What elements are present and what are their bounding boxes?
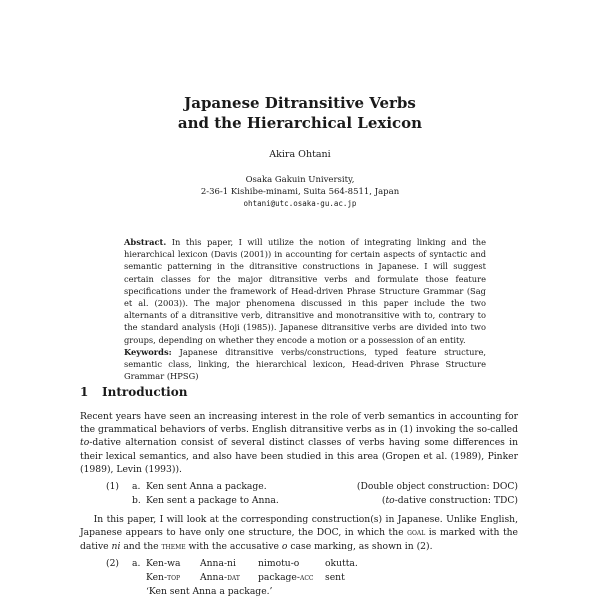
- gloss-stem: Anna-: [200, 572, 228, 583]
- para2-o: o: [281, 541, 288, 553]
- section-title: Introduction: [102, 385, 188, 399]
- gloss-tag: acc: [299, 573, 314, 583]
- para2-theme: theme: [161, 542, 186, 553]
- paper-title: [0, 93, 600, 133]
- example-2-word: okutta.: [325, 558, 358, 569]
- para2-goal: goal: [407, 528, 426, 539]
- intro-paragraph-1: [80, 410, 518, 476]
- affiliation-line-1: Osaka Gakuin University,: [245, 175, 355, 185]
- para1-italic-to: to: [80, 437, 90, 449]
- example-2-word: nimotu-o: [258, 558, 300, 569]
- example-1b-text: Ken sent a package to Anna.: [146, 495, 279, 506]
- para2-text-a: In this paper, I will look at the corresponding construction(s) in Japanese. Unlike English, Japanese appears to have only one structure, the DOC, in which the: [80, 514, 518, 539]
- example-2-word: Anna-ni: [200, 558, 236, 569]
- para1-text-b: -dative alternation consist of several distinct classes of verbs having some differences in their lexical semantics, and also have been studied in this area (Gropen et al. (1989), Pinker (1989), Levin (1993)).: [80, 437, 518, 475]
- example-1a-letter: a.: [132, 481, 141, 492]
- gloss-stem: package-: [258, 572, 300, 583]
- para2-text-b: is marked with the dative: [80, 527, 518, 553]
- affiliation: [0, 174, 600, 210]
- example-1a-label: (Double object construction: DOC): [356, 481, 518, 492]
- example-2-translation-row: [80, 585, 518, 599]
- section-number: 1: [80, 385, 89, 399]
- keywords-label: Keywords:: [124, 347, 172, 357]
- example-1b-letter: b.: [132, 495, 141, 506]
- example-2-word: Ken-wa: [146, 558, 181, 569]
- intro-paragraph-2: [80, 513, 518, 555]
- title-line-1: Japanese Ditransitive Verbs: [184, 94, 416, 112]
- example-2-number: (2): [106, 558, 120, 569]
- example-1b-label-open: (: [381, 495, 386, 506]
- keywords: [124, 346, 486, 383]
- example-1b: [80, 494, 518, 508]
- example-2-translation: ‘Ken sent Anna a package.’: [146, 586, 273, 597]
- example-2-words: [80, 557, 518, 571]
- section-heading: [80, 385, 187, 399]
- gloss-tag: dat: [227, 573, 240, 583]
- example-2-letter: a.: [132, 558, 141, 569]
- para2-ni: ni: [111, 541, 121, 553]
- example-2-gloss-item: [200, 571, 240, 585]
- gloss-stem: Ken-: [146, 572, 168, 583]
- example-2-gloss-item: [325, 571, 345, 585]
- para2-text-d: with the accusative: [185, 541, 282, 553]
- gloss-stem: sent: [325, 572, 345, 583]
- abstract: [124, 236, 486, 346]
- example-1b-label-italic: to: [385, 495, 395, 506]
- para2-text-e: case marking, as shown in (2).: [287, 541, 433, 553]
- example-2: [80, 557, 518, 599]
- example-1b-label: [382, 494, 518, 508]
- keywords-text: Japanese ditransitive verbs/constructions, typed feature structure, semantic class, linking, the hierarchical lexicon, Head-driven Phrase Structure Grammar (HPSG): [124, 347, 486, 382]
- title-line-2: and the Hierarchical Lexicon: [177, 114, 423, 132]
- example-1: [80, 480, 518, 508]
- gloss-tag: top: [167, 573, 181, 583]
- example-1a: [80, 480, 518, 494]
- example-1-number: (1): [106, 481, 120, 492]
- affiliation-line-2: 2-36-1 Kishibe-minami, Suita 564-8511, Japan: [200, 187, 400, 197]
- abstract-label: Abstract.: [124, 237, 167, 247]
- example-1a-text: Ken sent Anna a package.: [146, 481, 267, 492]
- abstract-text: In this paper, I will utilize the notion of integrating linking and the hierarchical lexicon (Davis (2001)) in accounting for certain aspects of syntactic and semantic patterning in the ditransitive constructions in Japanese. I will suggest certain classes for the major ditransitive verbs and formulate those feature specifications under the framework of Head-driven Phrase Structure Grammar (Sag et al. (2003)). The major phenomena discussed in this paper include the two alternants of a ditransitive verb, ditransitive and monotransitive with to, contrary to the standard analysis (Hoji (1985)). Japanese ditransitive verbs are divided into two groups, depending on whether they encode a motion or a possession of an entity.: [124, 237, 486, 345]
- author-email: ohtani@utc.osaka-gu.ac.jp: [243, 199, 357, 208]
- example-1b-label-rest: -dative construction: TDC): [394, 495, 518, 506]
- example-2-gloss: [80, 571, 518, 585]
- para2-text-c: and the: [120, 541, 162, 553]
- para1-text-a: Recent years have seen an increasing interest in the role of verb semantics in accounting for the grammatical behaviors of verbs. English ditransitive verbs as in (1) invoking the so-called: [80, 411, 518, 436]
- author-name: Akira Ohtani: [269, 149, 331, 160]
- example-2-gloss-item: [146, 571, 180, 585]
- example-2-gloss-item: [258, 571, 314, 585]
